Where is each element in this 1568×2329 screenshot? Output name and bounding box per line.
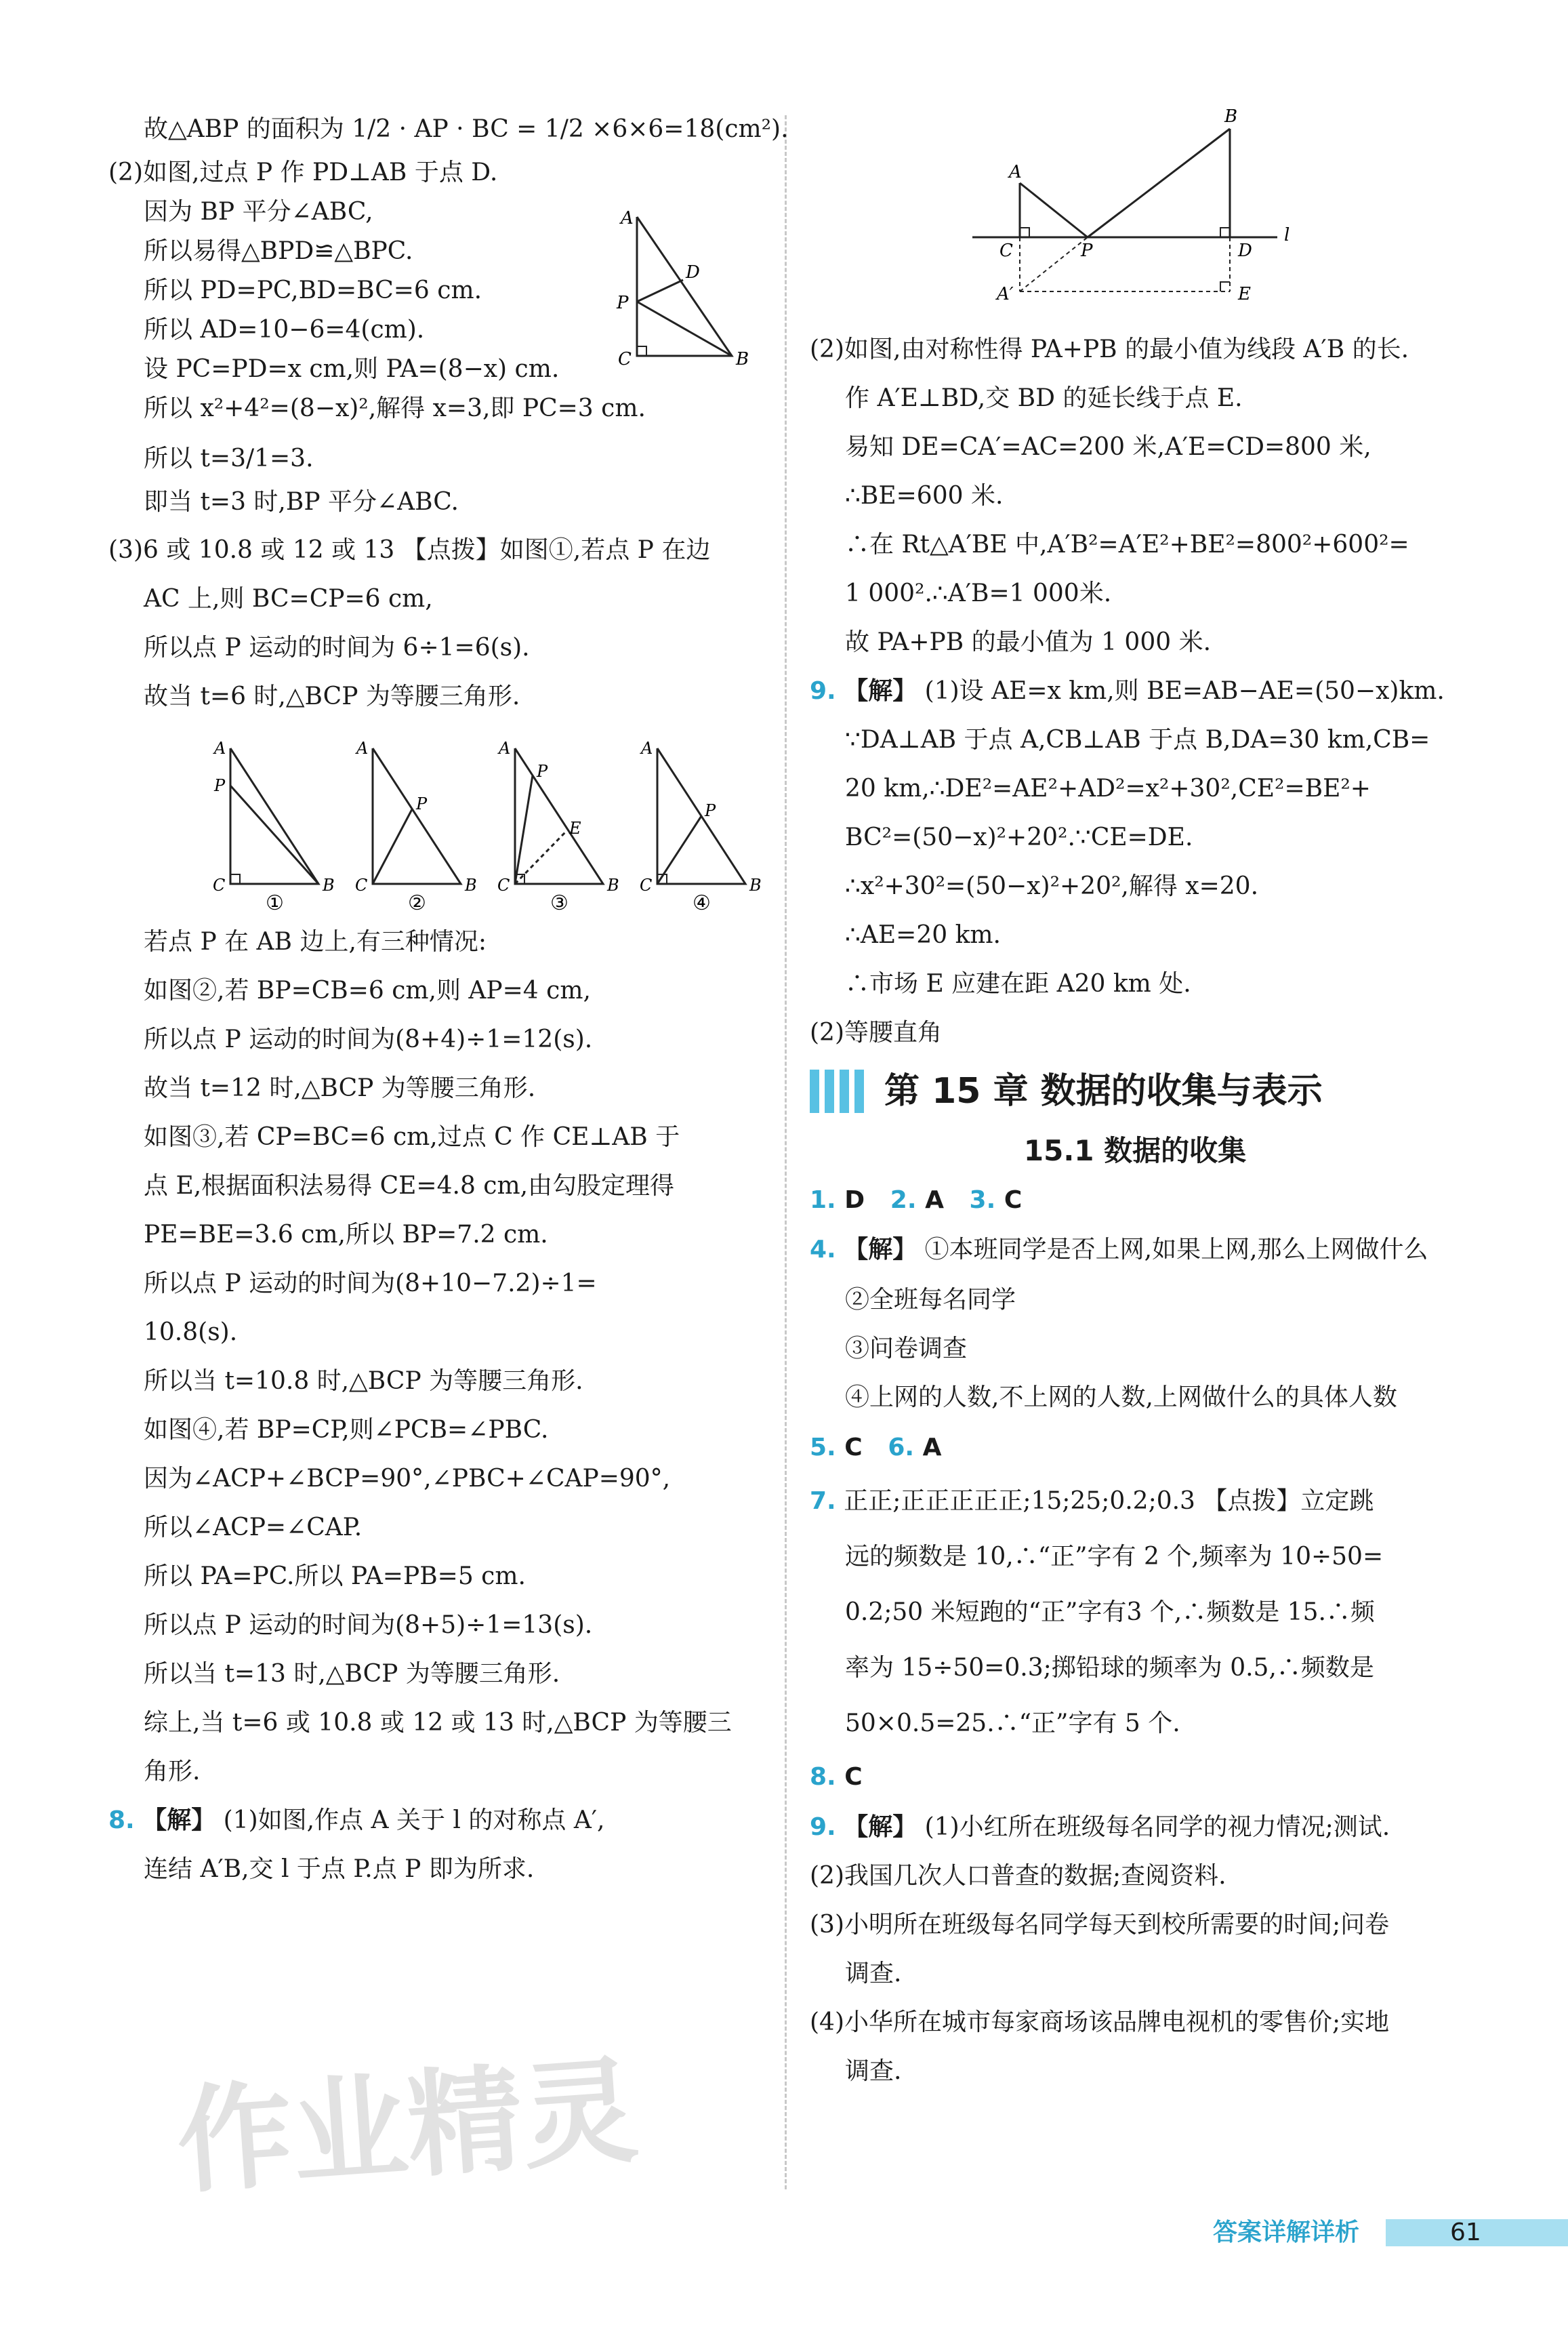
svg-text:A: A bbox=[356, 739, 369, 758]
text-line: 50×0.5=25.∴“正”字有 5 个. bbox=[845, 1709, 1180, 1737]
svg-text:P: P bbox=[214, 776, 226, 795]
text-line: 所以 PA=PC.所以 PA=PB=5 cm. bbox=[144, 1562, 526, 1590]
chapter-title: 第 15 章 数据的收集与表示 bbox=[884, 1071, 1323, 1112]
svg-text:A: A bbox=[499, 739, 511, 758]
answers-1-3 bbox=[810, 1185, 1460, 1224]
text-line: (4)小华所在城市每家商场该品牌电视机的零售价;实地 bbox=[810, 2008, 1390, 2036]
text-line: 易知 DE=CA′=AC=200 米,A′E=CD=800 米, bbox=[845, 433, 1371, 461]
solution-tag: 【解】 bbox=[844, 677, 917, 705]
watermark: 作业精灵 bbox=[173, 2044, 642, 2210]
text-line: 综上,当 t=6 或 10.8 或 12 或 13 时,△BCP 为等腰三 bbox=[144, 1709, 732, 1737]
question-number: 7. bbox=[810, 1487, 836, 1515]
question-number: 9. bbox=[810, 677, 836, 705]
svg-text:P: P bbox=[1081, 241, 1093, 261]
text-line: 正正;正正正正正;15;25;0.2;0.3 【点拨】立定跳 bbox=[844, 1487, 1374, 1515]
svg-text:C: C bbox=[497, 876, 510, 895]
text-line: ④上网的人数,不上网的人数,上网做什么的具体人数 bbox=[845, 1383, 1397, 1411]
question-number: 4. bbox=[810, 1236, 836, 1263]
answer: C bbox=[844, 1434, 863, 1461]
text-line: 所以∠ACP=∠CAP. bbox=[144, 1514, 363, 1541]
question-number: 5. bbox=[810, 1434, 836, 1461]
svg-text:A: A bbox=[621, 208, 634, 228]
text-line: 若点 P 在 AB 边上,有三种情况: bbox=[144, 928, 487, 956]
text-line: (3)小明所在班级每名同学每天到校所需要的时间;问卷 bbox=[810, 1911, 1390, 1939]
question-number: 2. bbox=[890, 1186, 917, 1214]
question-number: 6. bbox=[888, 1434, 915, 1461]
text-line: 所以当 t=13 时,△BCP 为等腰三角形. bbox=[144, 1660, 560, 1688]
text-line: 0.2;50 米短跑的“正”字有3 个,∴频数是 15.∴频 bbox=[845, 1598, 1375, 1626]
text-line: ∴AE=20 km. bbox=[845, 921, 1001, 949]
text-line: ∴x²+30²=(50−x)²+20²,解得 x=20. bbox=[845, 872, 1259, 900]
fig-label-1: ① bbox=[266, 891, 284, 915]
text-line: ∴市场 E 应建在距 A20 km 处. bbox=[845, 970, 1191, 998]
text-line: 所以当 t=10.8 时,△BCP 为等腰三角形. bbox=[144, 1367, 583, 1395]
page-number: 61 bbox=[1450, 2219, 1481, 2246]
text-line: 所以点 P 运动的时间为(8+10−7.2)÷1= bbox=[144, 1270, 597, 1297]
text-line: 故△ABP 的面积为 1/2 · AP · BC = 1/2 ×6×6=18(cm²). bbox=[144, 115, 789, 143]
text-line: 20 km,∴DE²=AE²+AD²=x²+30²,CE²=BE²+ bbox=[845, 775, 1371, 803]
text-line: 点 E,根据面积法易得 CE=4.8 cm,由勾股定理得 bbox=[144, 1172, 675, 1200]
right-column bbox=[810, 102, 1460, 2096]
text-line: (1)小红所在班级每名同学的视力情况;测试. bbox=[924, 1813, 1390, 1841]
svg-text:A: A bbox=[1009, 162, 1022, 182]
question-number: 8. bbox=[810, 1763, 836, 1791]
solution-tag: 【解】 bbox=[844, 1236, 917, 1263]
svg-text:P: P bbox=[537, 762, 548, 781]
svg-text:B: B bbox=[465, 876, 477, 895]
svg-text:D: D bbox=[686, 262, 700, 283]
column-divider bbox=[785, 115, 787, 2189]
text-line: 故 PA+PB 的最小值为 1 000 米. bbox=[845, 628, 1212, 656]
svg-text:E: E bbox=[1238, 284, 1251, 304]
text-line: 故当 t=12 时,△BCP 为等腰三角形. bbox=[144, 1074, 536, 1102]
text-line: 1 000².∴A′B=1 000米. bbox=[845, 580, 1112, 607]
answer: C bbox=[1004, 1186, 1023, 1214]
text-line: ②全班每名同学 bbox=[845, 1286, 1016, 1314]
text-line: BC²=(50−x)²+20².∵CE=DE. bbox=[845, 824, 1193, 851]
text-line: ①本班同学是否上网,如果上网,那么上网做什么 bbox=[924, 1236, 1428, 1263]
question-9 bbox=[810, 667, 1460, 716]
svg-text:A: A bbox=[214, 739, 226, 758]
text-line: 率为 15÷50=0.3;掷铅球的频率为 0.5,∴频数是 bbox=[845, 1654, 1374, 1682]
text-line: (1)如图,作点 A 关于 l 的对称点 A′, bbox=[223, 1806, 605, 1834]
answers-5-6 bbox=[810, 1422, 1460, 1474]
text-line: (2)如图,由对称性得 PA+PB 的最小值为线段 A′B 的长. bbox=[810, 336, 1409, 363]
question-9b bbox=[810, 1803, 1460, 1852]
svg-text:B: B bbox=[736, 349, 749, 369]
svg-text:B: B bbox=[607, 876, 619, 895]
reflection-figure bbox=[972, 102, 1352, 312]
text-line: 因为∠ACP+∠BCP=90°,∠PBC+∠CAP=90°, bbox=[144, 1465, 671, 1493]
text-line: 所以点 P 运动的时间为(8+5)÷1=13(s). bbox=[144, 1611, 593, 1639]
answer: D bbox=[844, 1186, 865, 1214]
text-line: 角形. bbox=[144, 1758, 201, 1785]
svg-text:B: B bbox=[1224, 106, 1238, 127]
text-line: 所以点 P 运动的时间为 6÷1=6(s). bbox=[144, 634, 530, 662]
figure-block bbox=[108, 197, 759, 431]
svg-text:C: C bbox=[640, 876, 653, 895]
svg-text:P: P bbox=[617, 293, 629, 313]
svg-text:l: l bbox=[1284, 225, 1290, 245]
text-line: 调查. bbox=[845, 2057, 902, 2085]
four-triangles-figure bbox=[149, 728, 800, 915]
text-line: 因为 BP 平分∠ABC, bbox=[144, 198, 373, 226]
solution-tag: 【解】 bbox=[142, 1806, 216, 1834]
text-line: 即当 t=3 时,BP 平分∠ABC. bbox=[144, 488, 459, 516]
text-line: 所以 PD=PC,BD=BC=6 cm. bbox=[144, 277, 482, 304]
svg-text:B: B bbox=[749, 876, 762, 895]
text-line: ③问卷调查 bbox=[845, 1335, 968, 1362]
text-line: ∴BE=600 米. bbox=[845, 482, 1004, 510]
footer-label: 答案详解详析 bbox=[1213, 2219, 1360, 2246]
svg-text:B: B bbox=[323, 876, 335, 895]
answer-8 bbox=[810, 1751, 1460, 1803]
text-line: 如图④,若 BP=CP,则∠PCB=∠PBC. bbox=[144, 1416, 549, 1444]
chapter-header bbox=[810, 1061, 1460, 1122]
fig-label-3: ③ bbox=[550, 891, 569, 915]
text-line: 如图②,若 BP=CB=6 cm,则 AP=4 cm, bbox=[144, 977, 591, 1005]
text-line: (2)如图,过点 P 作 PD⊥AB 于点 D. bbox=[108, 159, 498, 186]
text-line: 10.8(s). bbox=[144, 1318, 238, 1346]
text-line: 所以易得△BPD≌△BPC. bbox=[144, 237, 413, 265]
text-line: 设 PC=PD=x cm,则 PA=(8−x) cm. bbox=[144, 355, 560, 383]
question-4 bbox=[810, 1224, 1460, 1276]
text-line: AC 上,则 BC=CP=6 cm, bbox=[144, 585, 433, 613]
text-line: ∴在 Rt△A′BE 中,A′B²=A′E²+BE²=800²+600²= bbox=[845, 531, 1409, 559]
text-line: (1)设 AE=x km,则 BE=AB−AE=(50−x)km. bbox=[924, 677, 1445, 705]
text-line: 故当 t=6 时,△BCP 为等腰三角形. bbox=[144, 683, 520, 710]
text-line: 所以点 P 运动的时间为(8+4)÷1=12(s). bbox=[144, 1026, 593, 1053]
text-line: (2)我国几次人口普查的数据;查阅资料. bbox=[810, 1862, 1226, 1890]
chapter-bars-icon bbox=[810, 1070, 869, 1113]
text-line: (2)等腰直角 bbox=[810, 1019, 942, 1047]
answer: C bbox=[844, 1763, 863, 1791]
svg-text:D: D bbox=[1238, 241, 1252, 261]
svg-text:A′: A′ bbox=[997, 284, 1014, 304]
question-8 bbox=[108, 1796, 759, 1845]
svg-text:A: A bbox=[641, 739, 653, 758]
text-line: ∵DA⊥AB 于点 A,CB⊥AB 于点 B,DA=30 km,CB= bbox=[845, 726, 1430, 754]
question-7 bbox=[810, 1474, 1460, 1529]
question-number: 8. bbox=[108, 1806, 135, 1834]
text-line: 远的频数是 10,∴“正”字有 2 个,频率为 10÷50= bbox=[845, 1543, 1384, 1571]
question-number: 9. bbox=[810, 1813, 836, 1841]
section-title: 15.1 数据的收集 bbox=[1023, 1134, 1247, 1167]
svg-text:C: C bbox=[618, 349, 632, 369]
text-line: 所以 x²+4²=(8−x)²,解得 x=3,即 PC=3 cm. bbox=[144, 394, 646, 422]
svg-text:C: C bbox=[355, 876, 368, 895]
text-line: 所以 AD=10−6=4(cm). bbox=[144, 316, 425, 344]
fig-label-2: ② bbox=[408, 891, 426, 915]
text-line: 作 A′E⊥BD,交 BD 的延长线于点 E. bbox=[845, 384, 1243, 412]
text-line: 连结 A′B,交 l 于点 P.点 P 即为所求. bbox=[144, 1855, 535, 1883]
answer: A bbox=[925, 1186, 944, 1214]
question-number: 3. bbox=[969, 1186, 996, 1214]
svg-text:P: P bbox=[705, 801, 716, 820]
question-number: 1. bbox=[810, 1186, 836, 1214]
svg-text:P: P bbox=[416, 794, 428, 813]
text-line: 所以 t=3/1=3. bbox=[144, 445, 314, 472]
fig-label-4: ④ bbox=[693, 891, 711, 915]
left-column bbox=[108, 102, 789, 1894]
answer: A bbox=[922, 1434, 942, 1461]
text-line: PE=BE=3.6 cm,所以 BP=7.2 cm. bbox=[144, 1221, 548, 1249]
solution-tag: 【解】 bbox=[844, 1813, 917, 1841]
svg-text:E: E bbox=[569, 819, 581, 838]
text-line: 如图③,若 CP=BC=6 cm,过点 C 作 CE⊥AB 于 bbox=[144, 1123, 680, 1151]
triangle-figure-pd bbox=[610, 203, 766, 373]
text-line: 调查. bbox=[845, 1960, 902, 1987]
svg-text:C: C bbox=[999, 241, 1013, 261]
text-line: (3)6 或 10.8 或 12 或 13 【点拨】如图①,若点 P 在边 bbox=[108, 536, 711, 564]
svg-text:C: C bbox=[213, 876, 226, 895]
